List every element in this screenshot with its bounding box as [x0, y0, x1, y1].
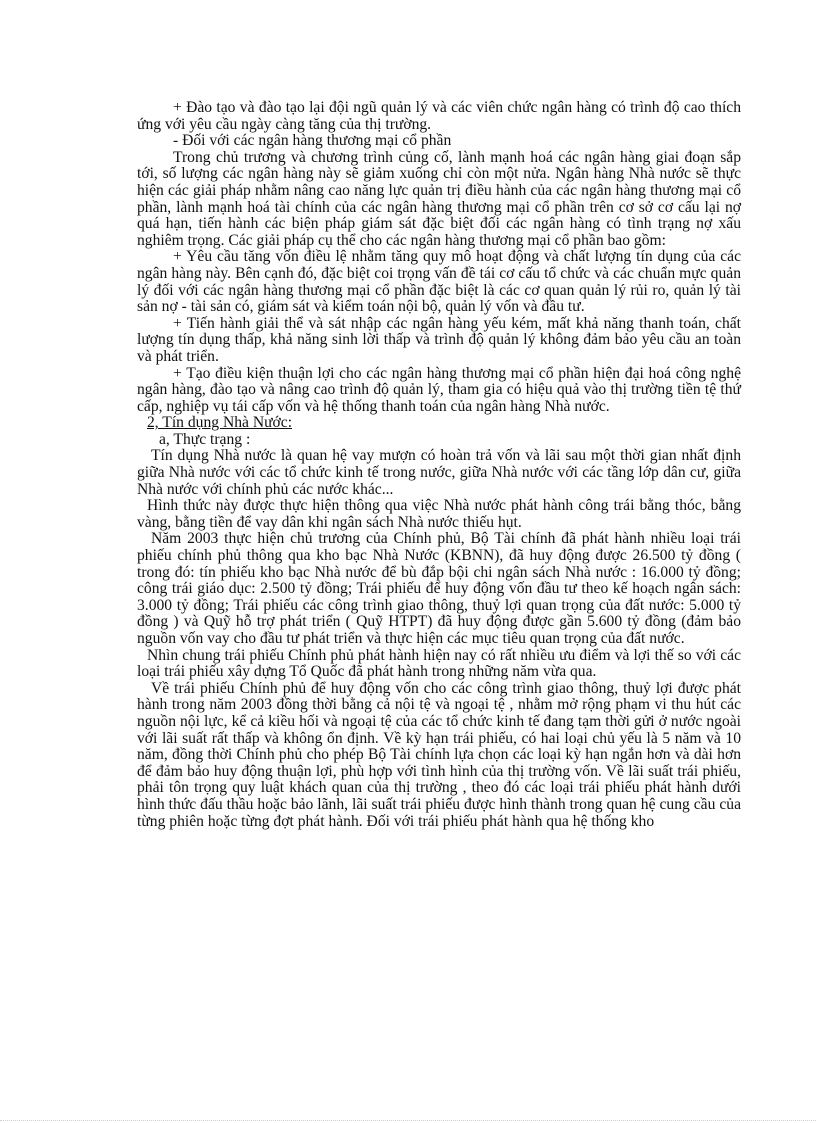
paragraph-capital-requirement: + Yêu cầu tăng vốn điều lệ nhằm tăng quy mô hoạt động và chất lượng tín dụng của các ngân hàng này. Bên cạnh đó, đặc biệt coi trọng vấn đề tái cơ cấu tổ chức và các chuẩn mực quản lý đối với các ngân hàng thương mại cổ phần đặc biệt là các cơ quan quản lý rủi ro, quản lý tài sản nợ - tài sản có, giám sát và kiểm toán nội bộ, quản lý vốn và đầu tư.	[137, 248, 741, 316]
paragraph-infrastructure-bonds: Về trái phiếu Chính phủ để huy động vốn cho các công trình giao thông, thuỷ lợi được phát hành trong năm 2003 đồng thời bằng cả nội tệ và ngoại tệ , nhằm mở rộng phạm vi thu hút các nguồn nội lực, kể cả kiều hối và ngoại tệ của các tổ chức kinh tế đang tạm thời gửi ở nước ngoài với lãi suất rất thấp và không ổn định. Về kỳ hạn trái phiếu, có hai loại chủ yếu là 5 năm và 10 năm, đồng thời Chính phủ cho phép Bộ Tài chính lựa chọn các loại kỳ hạn ngắn hơn và dài hơn để đảm bảo huy động thuận lợi, phù hợp với tình hình của thị trường vốn. Về lãi suất trái phiếu, phải tôn trọng quy luật khách quan của thị trường , theo đó các loại trái phiếu phát hành dưới hình thức đấu thầu hoặc bảo lãnh, lãi suất trái phiếu được hình thành trong quan hệ cung cầu của từng phiên hoặc từng đợt phát hành. Đối với trái phiếu phát hành qua hệ thống kho	[137, 679, 741, 830]
page-bottom-dotted-rule	[0, 1120, 816, 1121]
section-heading-state-credit: 2, Tín dụng Nhà Nước:	[147, 414, 293, 432]
paragraph-state-credit-definition: Tín dụng Nhà nước là quan hệ vay mượn có hoàn trả vốn và lãi sau một thời gian nhất định giữa Nhà nước với các tổ chức kinh tế trong nước, giữa Nhà nước với các tầng lớp dân cư, giữa Nhà nước với chính phủ các nước khác...	[137, 447, 741, 498]
document-page	[137, 100, 741, 830]
paragraph-2003-bonds: Năm 2003 thực hiện chủ trương của Chính phủ, Bộ Tài chính đã phát hành nhiều loại trái phiếu chính phủ thông qua kho bạc Nhà Nước (KBNN), đã huy động được 26.500 tỷ đồng ( trong đó: tín phiếu kho bạc Nhà nước để bù đắp bội chi ngân sách Nhà nước : 16.000 tỷ đồng; công trái giáo dục: 2.500 tỷ đồng; Trái phiếu để huy động vốn đầu tư theo kế hoạch ngân sách: 3.000 tỷ đồng; Trái phiếu các công trình giao thông, thuỷ lợi quan trọng của đất nước: 5.000 tỷ đồng ) và Quỹ hỗ trợ phát triển ( Quỹ HTPT) đã huy động được gần 5.600 tỷ đồng (đảm bảo nguồn vốn vay cho đầu tư phát triển và thực hiện các mục tiêu quan trọng của đất nước.	[137, 530, 741, 647]
paragraph-training: + Đào tạo và đào tạo lại đội ngũ quản lý và các viên chức ngân hàng có trình độ cao thích ứng với yêu cầu ngày càng tăng của thị trường.	[137, 99, 741, 133]
subsection-heading-current-status: a, Thực trạng :	[159, 430, 251, 448]
paragraph-issuance-form: Hình thức này được thực hiện thông qua việc Nhà nước phát hành công trái bằng thóc, bằng vàng, bằng tiền để vay dân khi ngân sách Nhà nước thiếu hụt.	[137, 497, 741, 531]
paragraph-advantages: Nhìn chung trái phiếu Chính phủ phát hành hiện nay có rất nhiều ưu điểm và lợi thế so với các loại trái phiếu xây dựng Tổ Quốc đã phát hành trong những năm vừa qua.	[137, 646, 741, 681]
paragraph-dissolution-merger: + Tiến hành giải thể và sát nhập các ngân hàng yếu kém, mất khả năng thanh toán, chất lượng tín dụng thấp, khả năng sinh lời thấp và trình độ quản lý không đảm bảo yêu cầu an toàn và phát triển.	[137, 314, 741, 365]
paragraph-consolidation: Trong chủ trương và chương trình củng cố, lành mạnh hoá các ngân hàng giai đoạn sắp tới, số lượng các ngân hàng này sẽ giảm xuống chỉ còn một nửa. Ngân hàng Nhà nước sẽ thực hiện các giải pháp nhằm nâng cao năng lực quản trị điều hành của các ngân hàng thương mại cổ phần, lành mạnh hoá tài chính của các ngân hàng thương mại cổ phần trên cơ sở cơ cấu lại nợ quá hạn, tiến hành các biện pháp giám sát đặc biệt đối các ngân hàng có tình trạng nợ xấu nghiêm trọng. Các giải pháp cụ thể cho các ngân hàng thương mại cổ phần bao gồm:	[137, 148, 741, 249]
paragraph-modernization: + Tạo điều kiện thuận lợi cho các ngân hàng thương mại cổ phần hiện đại hoá công nghệ ngân hàng, đào tạo và nâng cao trình độ quản lý, tham gia có hiệu quả vào thị trường tiền tệ thứ cấp, nghiệp vụ tái cấp vốn và hệ thống thanh toán của ngân hàng Nhà nước.	[137, 364, 741, 415]
heading-joint-stock-banks: - Đối với các ngân hàng thương mại cổ phần	[173, 132, 452, 150]
